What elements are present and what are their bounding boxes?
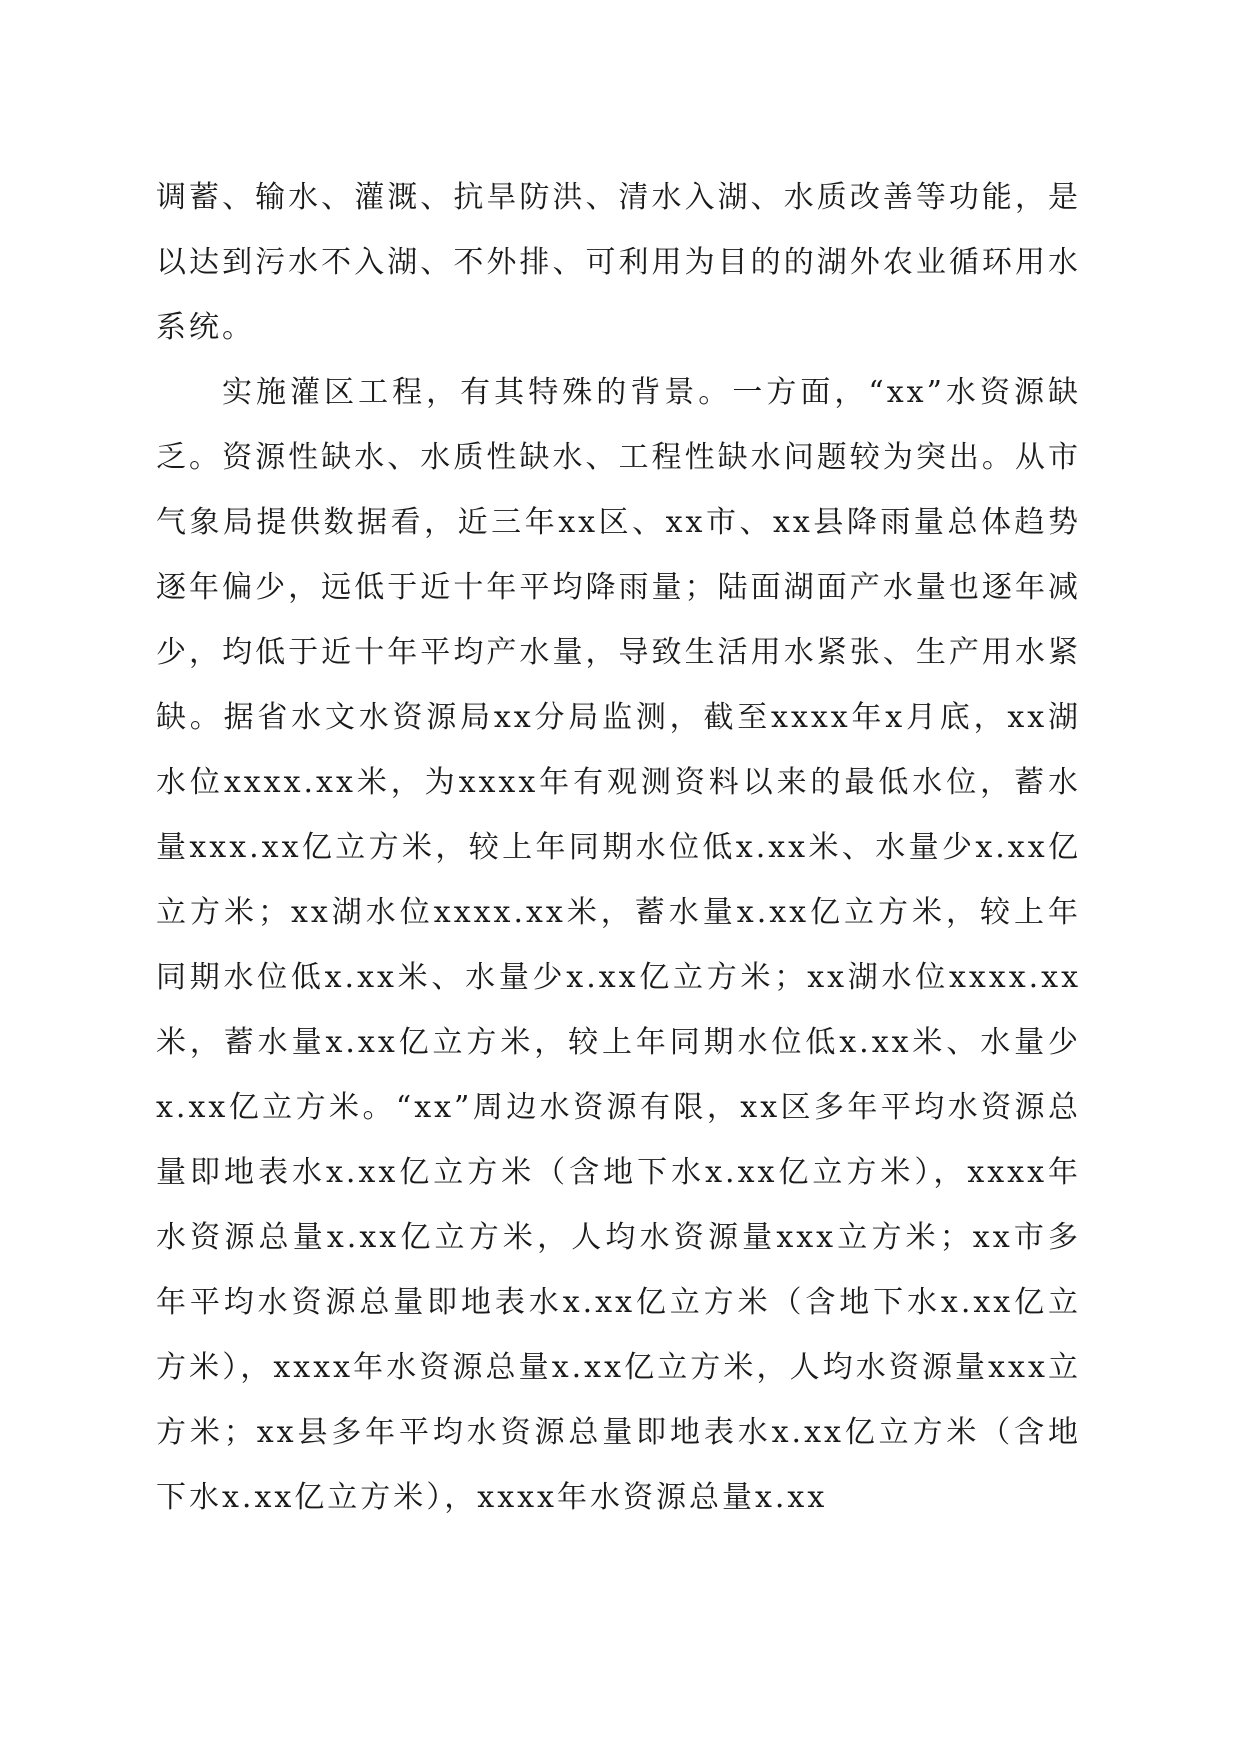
paragraph-background: 实施灌区工程，有其特殊的背景。一方面，“xx”水资源缺乏。资源性缺水、水质性缺水、工程性缺水问题较为突出。从市气象局提供数据看，近三年xx区、xx市、xx县降雨量总体趋势逐年偏少，远低于近十年平均降雨量；陆面湖面产水量也逐年减少，均低于近十年平均产水量，导致生活用水紧张、生产用水紧缺。据省水文水资源局xx分局监测，截至xxxx年x月底，xx湖水位xxxx.xx米，为xxxx年有观测资料以来的最低水位，蓄水量xxx.xx亿立方米，较上年同期水位低x.xx米、水量少x.xx亿立方米；xx湖水位xxxx.xx米，蓄水量x.xx亿立方米，较上年同期水位低x.xx米、水量少x.xx亿立方米；xx湖水位xxxx.xx米，蓄水量x.xx亿立方米，较上年同期水位低x.xx米、水量少x.xx亿立方米。“xx”周边水资源有限，xx区多年平均水资源总量即地表水x.xx亿立方米（含地下水x.xx亿立方米），xxxx年水资源总量x.xx亿立方米，人均水资源量xxx立方米；xx市多年平均水资源总量即地表水x.xx亿立方米（含地下水x.xx亿立方米），xxxx年水资源总量x.xx亿立方米，人均水资源量xxx立方米；xx县多年平均水资源总量即地表水x.xx亿立方米（含地下水x.xx亿立方米），xxxx年水资源总量x.xx (156, 375, 1081, 1515)
paragraph-functions: 调蓄、输水、灌溉、抗旱防洪、清水入湖、水质改善等功能，是以达到污水不入湖、不外排、可利用为目的的湖外农业循环用水系统。 (156, 180, 1081, 345)
body-text (156, 165, 1081, 1530)
